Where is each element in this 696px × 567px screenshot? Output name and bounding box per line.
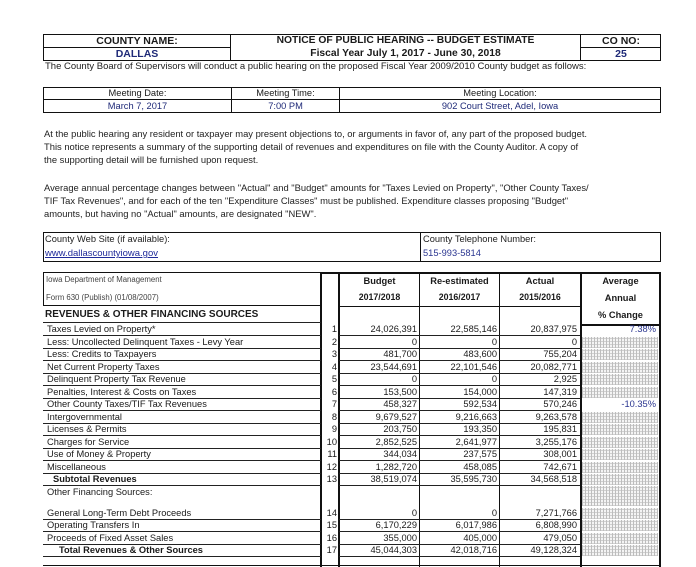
table-bottom: [43, 565, 661, 566]
county-name-label: COUNTY NAME:: [96, 34, 178, 47]
table-row: [43, 436, 661, 449]
row-label: Other Financing Sources:: [47, 487, 153, 497]
table-row: [43, 486, 661, 499]
hatched-cell: [582, 462, 658, 473]
cell-budget: 0: [411, 508, 417, 518]
table-row: [43, 423, 661, 436]
col-budget-year: 2017/2018: [358, 292, 401, 302]
cell-actual: 195,831: [543, 424, 577, 434]
divider: [339, 556, 580, 557]
col-budget-title: Budget: [363, 276, 396, 286]
table-row: [43, 361, 661, 374]
cell-reest: 0: [491, 337, 497, 347]
col-avg-line2: Annual: [604, 293, 637, 303]
budget-table: [43, 272, 661, 567]
cell-reest: 22,585,146: [450, 324, 497, 334]
meeting-date-label: Meeting Date:: [108, 88, 167, 98]
percentage-change-paragraph: [44, 181, 684, 220]
cell-actual: 755,204: [543, 349, 577, 359]
col-actual-year: 2015/2016: [519, 292, 561, 302]
row-label: Other County Taxes/TIF Tax Revenues: [47, 399, 207, 409]
cell-reest: 2,641,977: [455, 437, 497, 447]
cell-budget: 38,519,074: [370, 474, 417, 484]
hatched-cell: [582, 387, 658, 398]
table-row: [43, 348, 661, 361]
row-number: 7: [331, 399, 337, 409]
hatched-cell: [582, 374, 658, 385]
cell-budget: 203,750: [383, 424, 417, 434]
row-number: 5: [331, 374, 337, 384]
cell-actual: 147,319: [543, 387, 577, 397]
cell-reest: 154,000: [463, 387, 497, 397]
cell-actual: 308,001: [543, 449, 577, 459]
paragraph-line: amounts, but having no "Actual" amounts, are designated "NEW".: [44, 208, 317, 219]
section-title: REVENUES & OTHER FINANCING SOURCES: [45, 309, 259, 320]
paragraph-line: the supporting detail will be furnished upon request.: [44, 154, 259, 165]
phone-label: County Telephone Number:: [423, 234, 537, 244]
divider: [339, 306, 581, 307]
cell-actual: 49,128,324: [530, 545, 577, 555]
meeting-location-value: 902 Court Street, Adel, Iowa: [441, 101, 559, 111]
row-label: Less: Credits to Taxpayers: [47, 349, 157, 359]
table-row: [43, 323, 661, 336]
hatched-cell: [582, 424, 658, 435]
cell-avg-change: -10.35%: [621, 399, 656, 409]
row-number: 9: [331, 424, 337, 434]
table-row: [43, 544, 661, 557]
cell-budget: 1,282,720: [375, 462, 417, 472]
table-row: [43, 336, 661, 349]
hatched-cell: [582, 437, 658, 448]
cell-reest: 6,017,986: [455, 520, 497, 530]
row-number: 12: [326, 462, 337, 472]
table-row: [43, 386, 661, 399]
row-label: Total Revenues & Other Sources: [59, 545, 203, 555]
cell-reest: 458,085: [463, 462, 497, 472]
row-label: Net Current Property Taxes: [47, 362, 160, 372]
hatched-cell: [582, 545, 658, 556]
paragraph-line: Average annual percentage changes between "Actual" and "Budget" amounts for "Taxes Levied on Property", "Other County Taxes/: [44, 182, 589, 193]
website-link[interactable]: www.dallascountyiowa.gov: [45, 248, 159, 259]
cell-reest: 35,595,730: [450, 474, 497, 484]
row-label: Charges for Service: [47, 437, 130, 447]
phone-value: 515-993-5814: [423, 248, 481, 258]
paragraph-line: At the public hearing any resident or taxpayer may present objections to, or arguments in favor of, any part of the proposed budget.: [44, 128, 588, 139]
notice-title: NOTICE OF PUBLIC HEARING -- BUDGET ESTIMATE: [276, 35, 535, 46]
col-reest-year: 2016/2017: [438, 292, 481, 302]
row-label: Penalties, Interest & Costs on Taxes: [47, 387, 197, 397]
row-label: Delinquent Property Tax Revenue: [47, 374, 186, 384]
hatched-cell: [582, 349, 658, 360]
table-row: [43, 461, 661, 474]
cell-reest: 42,018,716: [450, 545, 497, 555]
cell-actual: 0: [571, 337, 577, 347]
hearing-notice-paragraph: [44, 127, 684, 166]
cell-budget: 45,044,303: [370, 545, 417, 555]
hatched-cell: [582, 337, 658, 348]
cell-budget: 0: [411, 374, 417, 384]
row-label: Proceeds of Fixed Asset Sales: [47, 533, 174, 543]
cell-budget: 153,500: [383, 387, 417, 397]
row-label: Taxes Levied on Property*: [47, 324, 156, 334]
row-label: Miscellaneous: [47, 462, 106, 472]
cell-reest: 9,216,663: [455, 412, 497, 422]
cell-actual: 570,246: [543, 399, 577, 409]
cell-actual: 20,837,975: [530, 324, 577, 334]
cell-actual: 479,050: [543, 533, 577, 543]
table-row: [43, 473, 661, 486]
col-avg-line3: % Change: [598, 310, 643, 320]
cell-budget: 9,679,527: [375, 412, 417, 422]
row-label: Licenses & Permits: [47, 424, 127, 434]
row-label: Operating Transfers In: [47, 520, 140, 530]
row-number: 13: [326, 474, 337, 484]
cell-reest: 0: [491, 374, 497, 384]
row-number: 17: [326, 545, 337, 555]
county-name-value: DALLAS: [115, 47, 159, 60]
table-row: [43, 373, 661, 386]
cell-budget: 6,170,229: [375, 520, 417, 530]
cell-actual: 3,255,176: [535, 437, 577, 447]
col-actual-title: Actual: [525, 276, 555, 286]
cell-reest: 193,350: [463, 424, 497, 434]
cell-reest: 22,101,546: [450, 362, 497, 372]
cell-actual: 9,263,578: [535, 412, 577, 422]
hatched-cell: [582, 533, 658, 544]
cell-actual: 6,808,990: [535, 520, 577, 530]
row-number: 15: [326, 520, 337, 530]
row-number: 14: [326, 508, 337, 518]
cell-actual: 7,271,766: [535, 508, 577, 518]
cell-budget: 23,544,691: [370, 362, 417, 372]
fiscal-year: Fiscal Year July 1, 2017 - June 30, 2018: [310, 48, 501, 59]
row-number: 8: [331, 412, 337, 422]
table-row: [43, 398, 661, 411]
row-label: Use of Money & Property: [47, 449, 151, 459]
cell-budget: 24,026,391: [370, 324, 417, 334]
table-row: [43, 448, 661, 461]
meeting-location-label: Meeting Location:: [463, 88, 537, 98]
row-number: 2: [331, 337, 337, 347]
paragraph-line: This notice represents a summary of the supporting detail of revenues and expenditures on file with the County Auditor. A copy of: [44, 141, 579, 152]
co-no-label: CO NO:: [602, 34, 640, 47]
cell-actual: 2,925: [553, 374, 577, 384]
cell-reest: 237,575: [463, 449, 497, 459]
cell-reest: 0: [491, 508, 497, 518]
intro-text: The County Board of Supervisors will conduct a public hearing on the proposed Fiscal Year 2009/2010 County budget as follows:: [45, 61, 587, 72]
cell-budget: 355,000: [383, 533, 417, 543]
cell-budget: 0: [411, 337, 417, 347]
hatched-cell: [582, 474, 658, 485]
row-label: Less: Uncollected Delinquent Taxes - Levy Year: [47, 337, 244, 347]
divider: [43, 556, 321, 557]
row-label: Intergovernmental: [47, 412, 122, 422]
cell-budget: 344,034: [383, 449, 417, 459]
cell-budget: 2,852,525: [375, 437, 417, 447]
row-label: General Long-Term Debt Proceeds: [47, 508, 192, 518]
hatched-cell: [582, 412, 658, 423]
meeting-time-value: 7:00 PM: [268, 101, 303, 111]
row-number: 1: [331, 324, 337, 334]
cell-budget: 458,327: [383, 399, 417, 409]
meeting-time-label: Meeting Time:: [256, 88, 315, 98]
cell-reest: 592,534: [463, 399, 497, 409]
cell-reest: 483,600: [463, 349, 497, 359]
dept-label: Iowa Department of Management: [46, 275, 162, 284]
hatched-cell: [582, 449, 658, 460]
website-label: County Web Site (if available):: [45, 234, 170, 244]
paragraph-line: TIF Tax Revenues", and for each of the ten "Expenditure Classes" must be published. Expenditure classes proposing "Budget": [44, 195, 569, 206]
hatched-cell: [582, 486, 658, 506]
row-label: Subtotal Revenues: [53, 474, 137, 484]
row-number: 4: [331, 362, 337, 372]
table-row: [43, 532, 661, 545]
hatched-cell: [582, 508, 658, 519]
cell-actual: 20,082,771: [530, 362, 577, 372]
divider: [420, 232, 421, 262]
cell-avg-change: 7.38%: [629, 324, 656, 334]
table-row: [43, 411, 661, 424]
col-avg-line1: Average: [602, 276, 639, 286]
form-label: Form 630 (Publish) (01/08/2007): [46, 293, 159, 302]
cell-reest: 405,000: [463, 533, 497, 543]
cell-actual: 742,671: [543, 462, 577, 472]
cell-actual: 34,568,518: [530, 474, 577, 484]
col-reest-title: Re-estimated: [430, 276, 489, 286]
hatched-cell: [582, 520, 658, 531]
row-number: 11: [327, 449, 337, 459]
row-number: 3: [331, 349, 337, 359]
row-number: 10: [326, 437, 337, 447]
divider: [43, 322, 321, 323]
cell-budget: 481,700: [383, 349, 417, 359]
hatched-cell: [582, 362, 658, 373]
meeting-date-value: March 7, 2017: [107, 101, 168, 111]
row-number: 6: [331, 387, 337, 397]
table-row: [43, 519, 661, 532]
table-row: [43, 507, 661, 520]
row-number: 16: [326, 533, 337, 543]
co-no-value: 25: [615, 47, 627, 60]
